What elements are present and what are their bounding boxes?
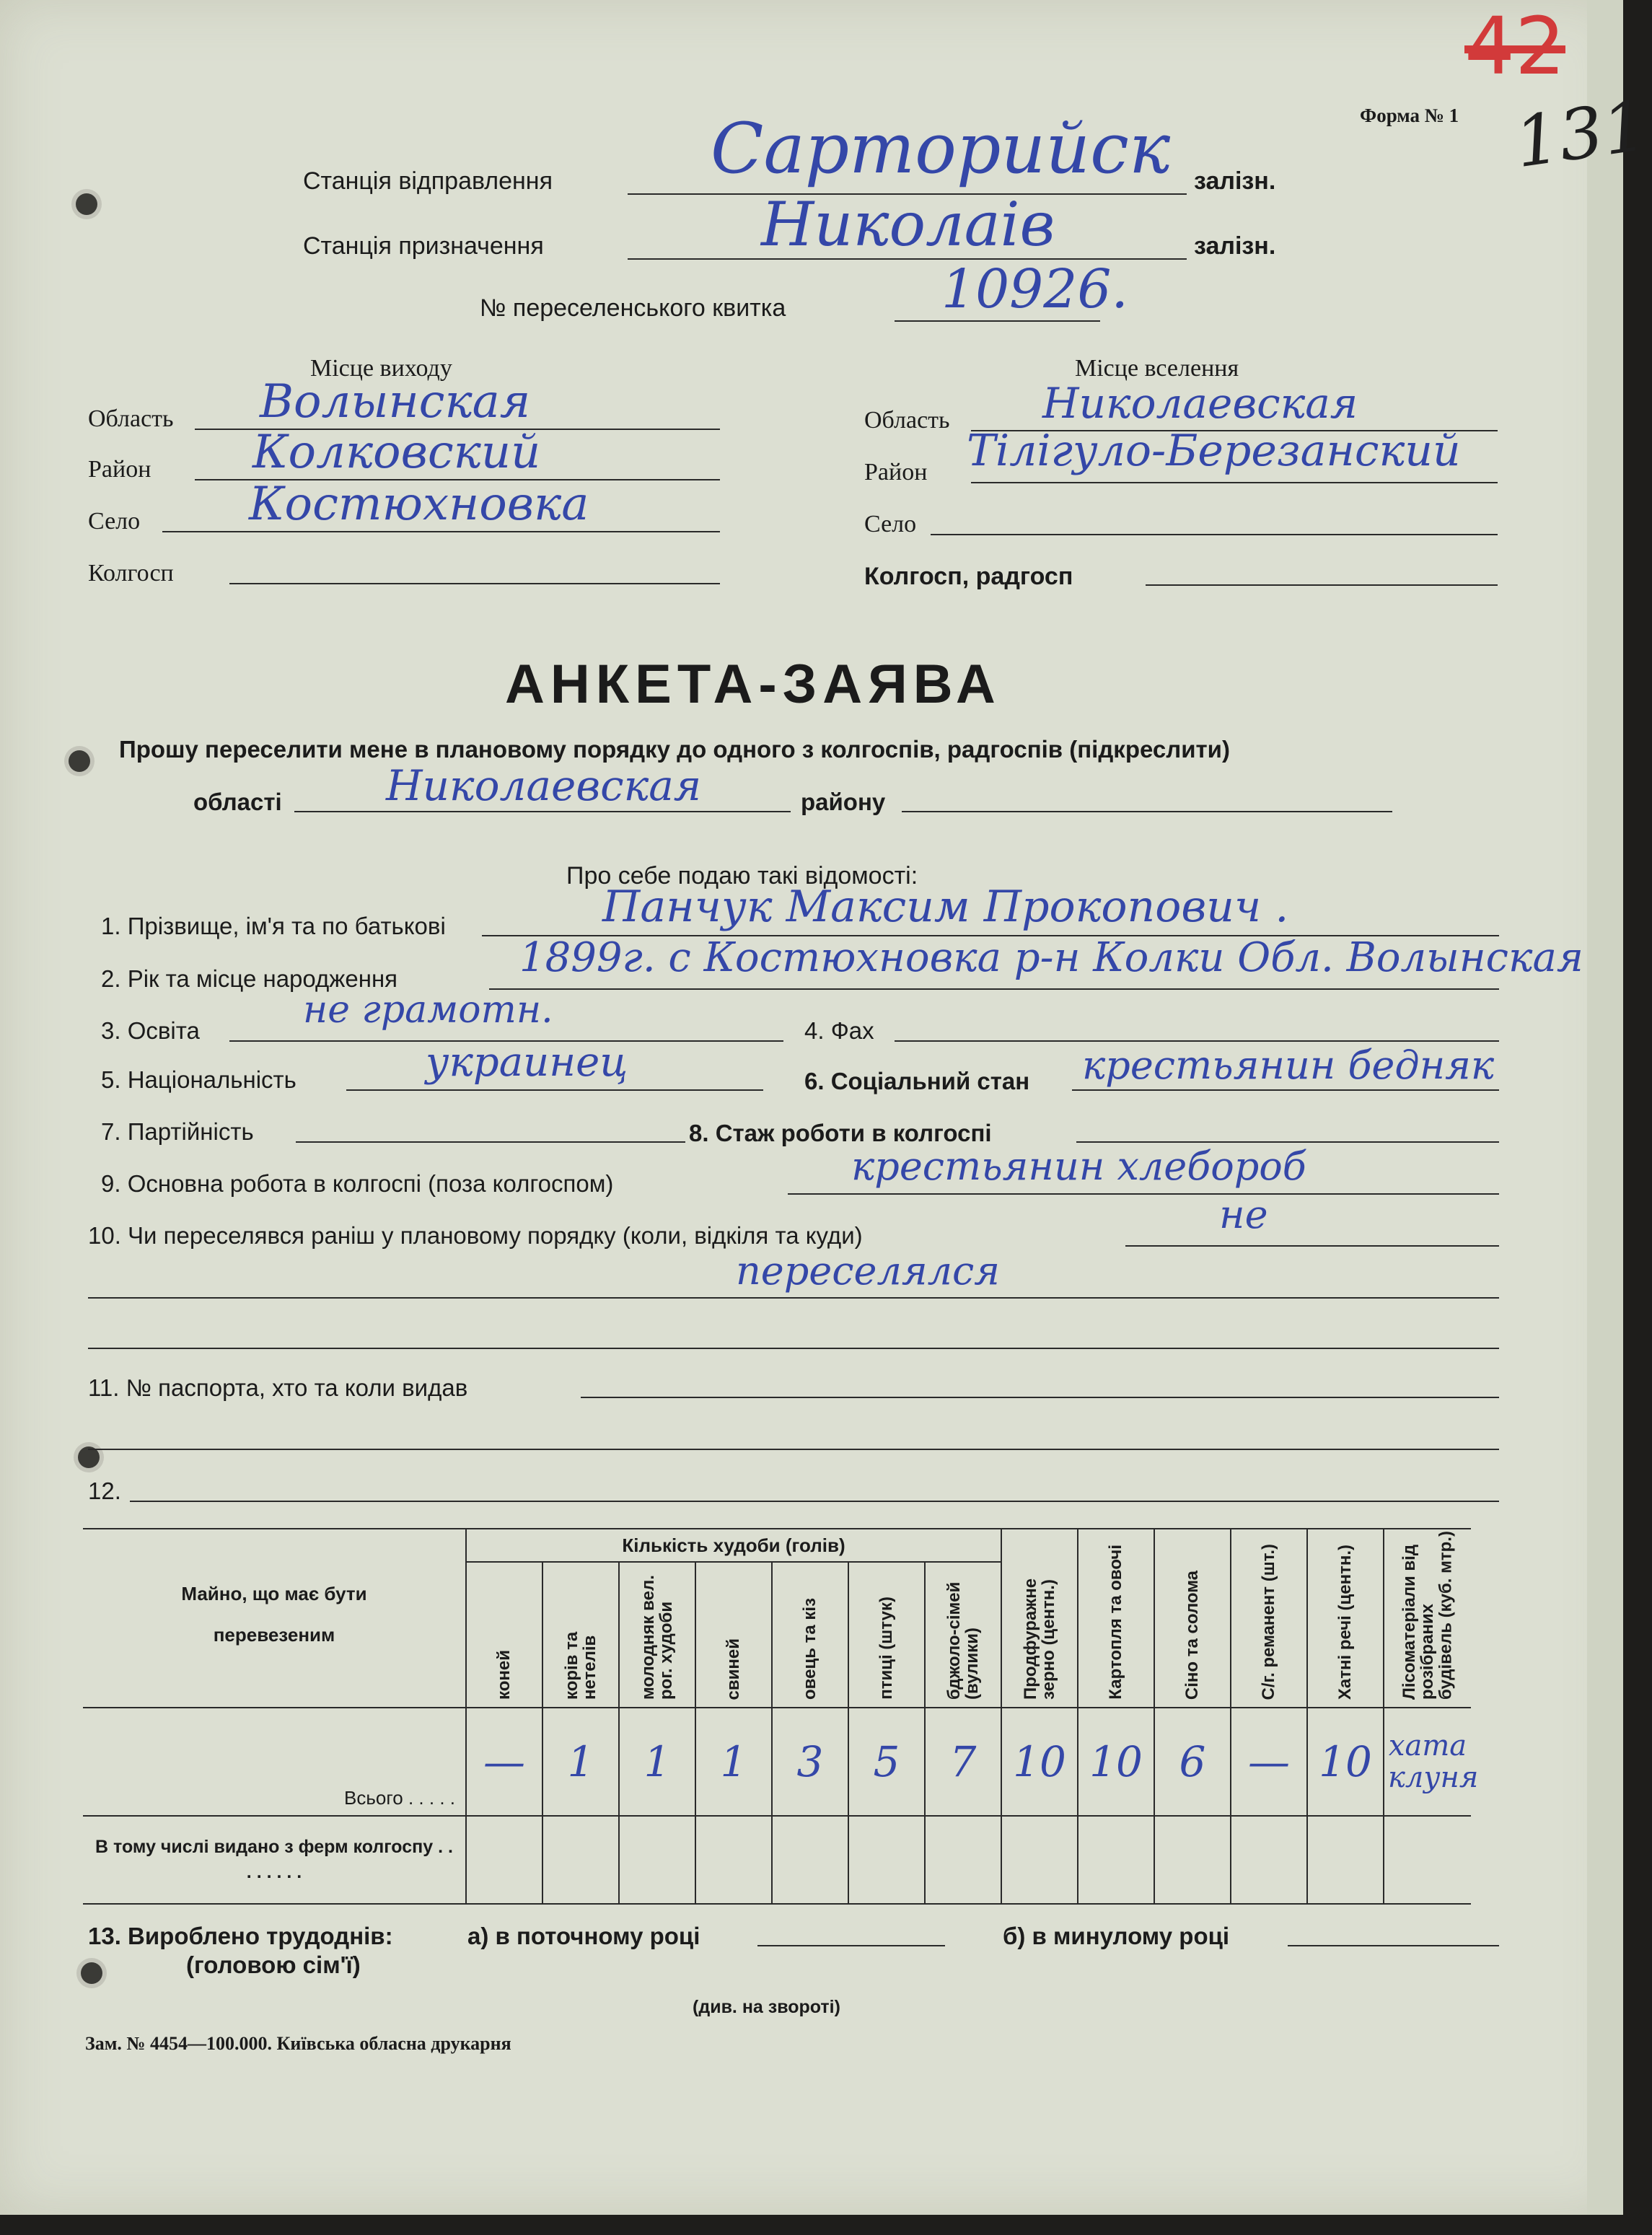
field-6-label: 6. Соціальний стан bbox=[804, 1068, 1030, 1094]
livestock-group-header: Кількість худоби (голів) bbox=[622, 1534, 845, 1556]
archive-page-number: 131 bbox=[1510, 84, 1652, 184]
field-8-label: 8. Стаж роботи в колгоспі bbox=[689, 1120, 992, 1146]
farm-cell bbox=[1307, 1816, 1384, 1904]
request-raion-line bbox=[902, 811, 1392, 812]
workdays-label: 13. Вироблено трудоднів: bbox=[88, 1923, 393, 1949]
farm-cell bbox=[1231, 1816, 1307, 1904]
col-header-cell bbox=[1231, 1529, 1307, 1708]
farm-cell bbox=[772, 1816, 848, 1904]
origin-heading: Місце виходу bbox=[310, 355, 452, 382]
total-cell bbox=[619, 1708, 695, 1816]
field-10-value-a: не bbox=[1219, 1192, 1268, 1237]
farm-cell bbox=[466, 1816, 542, 1904]
col-header-3: молодняк вел. рог. худоби bbox=[638, 1575, 676, 1700]
row-header-cell bbox=[83, 1529, 466, 1708]
total-cell bbox=[466, 1708, 542, 1816]
col-header-7: бджоло-сімей (вулики) bbox=[944, 1581, 982, 1700]
col-header-13: Лісоматеріали від розібраних будівель (куб. мтр.) bbox=[1400, 1531, 1456, 1700]
col-header-cell bbox=[1307, 1529, 1384, 1708]
total-value-6: 5 bbox=[873, 1737, 900, 1786]
col-header-cell bbox=[1154, 1529, 1231, 1708]
origin-raion-label: Район bbox=[88, 456, 151, 483]
destination-kolhosp-line bbox=[1146, 584, 1498, 586]
farm-cell bbox=[1384, 1816, 1471, 1904]
field-3-value: не грамотн. bbox=[303, 988, 553, 1032]
workdays-current-line bbox=[757, 1945, 945, 1946]
ticket-value: 10926. bbox=[941, 258, 1128, 320]
col-header-9: Картопля та овочі bbox=[1106, 1545, 1126, 1700]
field-2-value: 1899г. с Костюхновка р-н Колки Обл. Волынская bbox=[519, 934, 1583, 981]
see-back-note: (див. на звороті) bbox=[693, 1997, 840, 2017]
col-header-11: С/г. реманент (шт.) bbox=[1259, 1543, 1279, 1700]
total-cell bbox=[925, 1708, 1001, 1816]
field-11-line bbox=[581, 1397, 1499, 1398]
field-1-value: Панчук Максим Прокопович . bbox=[602, 882, 1289, 932]
farm-cell bbox=[542, 1816, 619, 1904]
destination-oblast-value: Николаевская bbox=[1042, 379, 1358, 428]
row-header: Майно, що має бути перевезеним bbox=[181, 1582, 367, 1646]
document-title: АНКЕТА-ЗАЯВА bbox=[505, 654, 1001, 715]
punch-hole bbox=[81, 1962, 102, 1984]
field-5-value: украинец bbox=[426, 1039, 628, 1086]
total-cell bbox=[1154, 1708, 1231, 1816]
destination-oblast-label: Область bbox=[864, 407, 950, 434]
origin-selo-label: Село bbox=[88, 508, 141, 535]
total-cell bbox=[1307, 1708, 1384, 1816]
total-value-1: — bbox=[483, 1737, 525, 1786]
field-4-line bbox=[895, 1040, 1499, 1042]
field-9-line bbox=[788, 1193, 1499, 1195]
farm-label: В тому числі видано з ферм колгоспу . . . . . . . . bbox=[95, 1837, 453, 1882]
total-cell bbox=[1078, 1708, 1154, 1816]
field-10-value-b: переселялся bbox=[736, 1248, 1000, 1294]
total-label: Всього . . . . . bbox=[344, 1787, 455, 1809]
destination-selo-line bbox=[931, 534, 1498, 535]
field-5-line bbox=[346, 1089, 763, 1091]
col-header-4: свиней bbox=[724, 1638, 744, 1700]
total-value-12: 10 bbox=[1319, 1737, 1372, 1786]
request-text: Прошу переселити мене в плановому порядку до одного з колгоспів, радгоспів (підкреслити) bbox=[119, 736, 1230, 763]
ticket-line bbox=[895, 320, 1100, 322]
destination-station-value: Николаів bbox=[761, 189, 1055, 260]
total-value-8: 10 bbox=[1013, 1737, 1066, 1786]
total-cell bbox=[848, 1708, 925, 1816]
total-value-10: 6 bbox=[1179, 1737, 1206, 1786]
col-header-2: корів та нетелів bbox=[561, 1631, 599, 1700]
destination-kolhosp-label: Колгосп, радгосп bbox=[864, 563, 1073, 590]
total-value-7: 7 bbox=[949, 1737, 977, 1786]
farm-cell bbox=[619, 1816, 695, 1904]
total-value-11: — bbox=[1248, 1737, 1290, 1786]
field-9-label: 9. Основна робота в колгоспі (поза колгоспом) bbox=[101, 1170, 614, 1197]
field-8-line bbox=[1076, 1141, 1499, 1143]
field-7-label: 7. Партійність bbox=[101, 1118, 254, 1145]
field-10-line-2 bbox=[88, 1297, 1499, 1299]
field-12-line bbox=[130, 1501, 1499, 1502]
farm-cell bbox=[848, 1816, 925, 1904]
origin-oblast-label: Область bbox=[88, 405, 174, 432]
col-header-5: овець та кіз bbox=[800, 1598, 820, 1700]
workdays-sublabel: (головою сім'ї) bbox=[186, 1951, 361, 1978]
field-10-label: 10. Чи переселявся раніш у плановому порядку (коли, відкіля та куди) bbox=[88, 1222, 863, 1249]
field-11-line-2 bbox=[88, 1449, 1499, 1450]
origin-raion-value: Колковский bbox=[252, 426, 541, 479]
farm-label-cell bbox=[83, 1816, 466, 1904]
field-11-label: 11. № паспорта, хто та коли видав bbox=[88, 1374, 468, 1401]
origin-selo-line bbox=[162, 531, 720, 532]
total-cell bbox=[1231, 1708, 1307, 1816]
destination-raion-label: Район bbox=[864, 459, 928, 486]
col-header-cell bbox=[772, 1562, 848, 1708]
total-value-3: 1 bbox=[643, 1737, 671, 1786]
total-cell bbox=[1384, 1708, 1479, 1816]
col-header-cell bbox=[619, 1562, 695, 1708]
departure-label: Станція відправлення bbox=[303, 167, 553, 195]
field-5-label: 5. Національність bbox=[101, 1066, 296, 1093]
request-oblast-line bbox=[294, 811, 791, 812]
farm-cell bbox=[1078, 1816, 1154, 1904]
field-10-line bbox=[1125, 1245, 1499, 1247]
departure-rail-suffix: залізн. bbox=[1194, 167, 1276, 195]
field-9-value: крестьянин хлебороб bbox=[851, 1143, 1306, 1189]
field-7-line bbox=[296, 1141, 685, 1143]
departure-value: Сарторийск bbox=[711, 108, 1171, 189]
col-header-8: Продфуражне зерно (центн.) bbox=[1020, 1578, 1058, 1700]
col-header-cell bbox=[466, 1562, 542, 1708]
request-oblast-value: Николаевская bbox=[386, 761, 702, 810]
total-cell bbox=[542, 1708, 619, 1816]
origin-kolhosp-line bbox=[229, 583, 720, 584]
field-10-line-3 bbox=[88, 1348, 1499, 1349]
origin-selo-value: Костюхновка bbox=[249, 478, 589, 531]
total-value-2: 1 bbox=[567, 1737, 594, 1786]
col-header-cell bbox=[542, 1562, 619, 1708]
about-heading: Про себе подаю такі відомості: bbox=[566, 862, 918, 890]
form-label: Форма № 1 bbox=[1360, 105, 1459, 126]
field-6-line bbox=[1072, 1089, 1499, 1091]
destination-heading: Місце вселення bbox=[1075, 355, 1239, 382]
col-header-cell bbox=[848, 1562, 925, 1708]
destination-raion-value: Тілігуло-Березанский bbox=[967, 426, 1461, 476]
col-header-6: птиці (штук) bbox=[876, 1597, 897, 1700]
workdays-previous-label: б) в минулому році bbox=[1003, 1923, 1230, 1949]
col-header-cell bbox=[1384, 1529, 1471, 1708]
destination-selo-label: Село bbox=[864, 511, 917, 537]
farm-cell bbox=[1001, 1816, 1078, 1904]
workdays-current-label: а) в поточному році bbox=[467, 1923, 700, 1949]
archive-old-number: 42 bbox=[1464, 0, 1565, 92]
field-6-value: крестьянин бедняк bbox=[1082, 1042, 1495, 1088]
total-value-4: 1 bbox=[720, 1737, 747, 1786]
request-oblast-label: області bbox=[193, 789, 282, 815]
col-header-12: Хатні речі (центн.) bbox=[1335, 1544, 1356, 1700]
col-header-1: коней bbox=[494, 1650, 514, 1700]
ticket-label: № переселенського квитка bbox=[480, 294, 786, 322]
col-header-cell bbox=[1001, 1529, 1078, 1708]
col-header-cell bbox=[1078, 1529, 1154, 1708]
printer-imprint: Зам. № 4454—100.000. Київська обласна друкарня bbox=[85, 2033, 511, 2054]
total-value-13: хата клуня bbox=[1388, 1729, 1479, 1794]
livestock-group-cell bbox=[466, 1529, 1001, 1562]
field-4-label: 4. Фах bbox=[804, 1017, 874, 1044]
field-1-label: 1. Прізвище, ім'я та по батькові bbox=[101, 913, 446, 939]
farm-cell bbox=[695, 1816, 772, 1904]
col-header-10: Сіно та солома bbox=[1182, 1570, 1203, 1700]
total-value-9: 10 bbox=[1089, 1737, 1143, 1786]
origin-kolhosp-label: Колгосп bbox=[88, 560, 174, 587]
farm-cell bbox=[1154, 1816, 1231, 1904]
total-label-cell bbox=[83, 1708, 466, 1816]
sheet-edge bbox=[1587, 0, 1623, 2215]
punch-hole bbox=[69, 750, 90, 772]
field-12-label: 12. bbox=[88, 1477, 121, 1504]
workdays-previous-line bbox=[1288, 1945, 1499, 1946]
field-2-label: 2. Рік та місце народження bbox=[101, 965, 398, 992]
property-table bbox=[83, 1528, 1479, 1905]
destination-rail-suffix: залізн. bbox=[1194, 232, 1276, 260]
total-cell bbox=[1001, 1708, 1078, 1816]
punch-hole bbox=[76, 193, 97, 215]
total-value-5: 3 bbox=[796, 1737, 824, 1786]
field-2-line bbox=[489, 988, 1499, 990]
field-3-label: 3. Освіта bbox=[101, 1017, 200, 1044]
total-cell bbox=[695, 1708, 772, 1816]
request-raion-label: району bbox=[801, 789, 886, 815]
farm-cell bbox=[925, 1816, 1001, 1904]
col-header-cell bbox=[925, 1562, 1001, 1708]
destination-raion-line bbox=[971, 482, 1498, 483]
col-header-cell bbox=[695, 1562, 772, 1708]
origin-oblast-value: Волынская bbox=[260, 375, 531, 429]
total-cell bbox=[772, 1708, 848, 1816]
destination-station-label: Станція призначення bbox=[303, 232, 544, 260]
